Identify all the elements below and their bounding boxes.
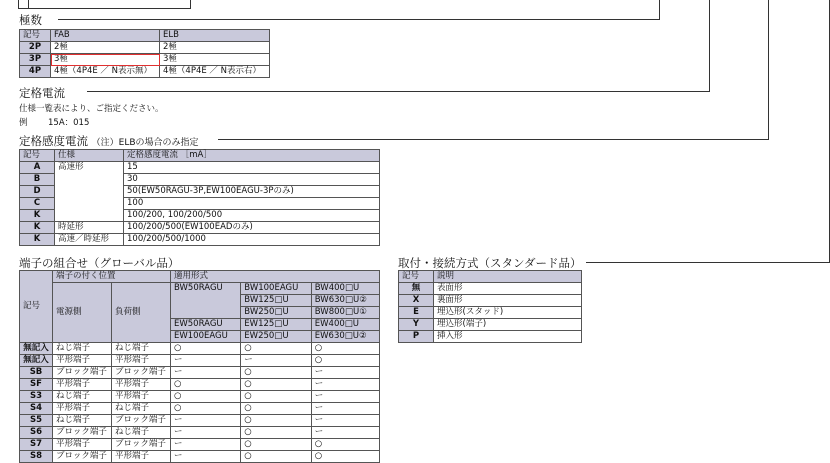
table-row [20, 343, 380, 355]
elb-cell: 2極 [160, 42, 270, 54]
desc-cell: 埋込形(スタッド) [434, 307, 582, 319]
header-cell: FAB [51, 30, 160, 42]
mark-cell: ー [311, 379, 379, 391]
power-cell: ブロック端子 [53, 451, 112, 463]
header-cell: 記号 [20, 150, 55, 162]
table-row [399, 331, 582, 343]
table-row [20, 403, 380, 415]
mark-cell: ○ [171, 403, 241, 415]
mark-cell: ○ [241, 427, 311, 439]
code-cell: SF [20, 379, 53, 391]
table-row [399, 295, 582, 307]
power-cell: 平形端子 [53, 355, 112, 367]
code-cell: E [399, 307, 434, 319]
rated-current-example-label: 例 [19, 118, 28, 128]
code-cell: 無記入 [20, 343, 53, 355]
table-row [20, 451, 380, 463]
header-cell: 定格感度電流 ［mA］ [124, 150, 380, 162]
code-cell: S8 [20, 451, 53, 463]
mark-cell: ○ [241, 343, 311, 355]
load-cell: ねじ端子 [112, 343, 171, 355]
load-cell: ねじ端子 [112, 403, 171, 415]
table-row [20, 439, 380, 451]
load-cell: ねじ端子 [112, 427, 171, 439]
model-cell: EW50RAGU [171, 319, 241, 331]
code-cell: 2P [20, 42, 51, 54]
mark-cell: ○ [311, 439, 379, 451]
mark-cell: ー [311, 415, 379, 427]
mark-cell: ○ [241, 367, 311, 379]
code-cell: 無 [399, 283, 434, 295]
model-cell: BW125□U [241, 295, 311, 307]
code-cell: S5 [20, 415, 53, 427]
power-cell: ブロック端子 [53, 367, 112, 379]
mark-cell: ー [171, 451, 241, 463]
table-row [20, 415, 380, 427]
code-cell: 3P [20, 54, 51, 66]
sensitivity-table [19, 149, 380, 246]
model-cell: EW400□U [311, 319, 379, 331]
header-cell: 説明 [434, 271, 582, 283]
connector-line-3 [768, 0, 769, 140]
poles-table [19, 29, 270, 78]
spec-cell: 高速形 [55, 162, 124, 222]
sensitivity-title [19, 133, 199, 149]
mark-cell: ○ [241, 439, 311, 451]
table-row [20, 222, 380, 234]
mark-cell: ○ [311, 343, 379, 355]
mark-cell: ○ [241, 415, 311, 427]
table-row [399, 319, 582, 331]
mark-cell: ー [311, 367, 379, 379]
load-cell: 平形端子 [112, 391, 171, 403]
code-cell: C [20, 198, 55, 210]
code-cell: SB [20, 367, 53, 379]
table-header-row [20, 283, 380, 295]
code-cell: D [20, 186, 55, 198]
mark-cell: ○ [171, 379, 241, 391]
value-cell: 15 [124, 162, 380, 174]
table-row [20, 234, 380, 246]
connector-line-4-h [586, 262, 830, 263]
table-row [20, 162, 380, 174]
header-cell-code: 記号 [20, 271, 53, 343]
table-row [399, 283, 582, 295]
connector-line-3-h [218, 139, 769, 140]
power-cell: 平形端子 [53, 379, 112, 391]
table-header-row [399, 271, 582, 283]
desc-cell: 埋込形(端子) [434, 319, 582, 331]
code-cell: S6 [20, 427, 53, 439]
code-cell: K [20, 234, 55, 246]
mark-cell: ー [171, 415, 241, 427]
code-cell: S7 [20, 439, 53, 451]
mounting-title: 取付・接続方式（スタンダード品） [398, 256, 582, 270]
top-box-left-edge [18, 0, 19, 8]
header-cell-power: 電源側 [53, 283, 112, 343]
value-cell: 100/200, 100/200/500 [124, 210, 380, 222]
table-row [399, 307, 582, 319]
top-box-bottom-edge [18, 8, 191, 9]
mark-cell: ー [311, 403, 379, 415]
code-cell: Y [399, 319, 434, 331]
table-header-row [20, 150, 380, 162]
fab-cell: 4極（4P4E ／ N表示無） [51, 66, 160, 78]
header-cell: 記号 [399, 271, 434, 283]
power-cell: 平形端子 [53, 439, 112, 451]
rated-current-title: 定格電流 [19, 86, 65, 100]
table-row [20, 391, 380, 403]
load-cell: ブロック端子 [112, 439, 171, 451]
mark-cell: ○ [311, 451, 379, 463]
header-cell: 記号 [20, 30, 51, 42]
table-header-row [20, 271, 380, 283]
value-cell: 50(EW50RAGU-3P,EW100EAGU-3Pのみ) [124, 186, 380, 198]
load-cell: ブロック端子 [112, 367, 171, 379]
mark-cell: ○ [241, 391, 311, 403]
load-cell: 平形端子 [112, 355, 171, 367]
code-cell: 無記入 [20, 355, 53, 367]
code-cell: S3 [20, 391, 53, 403]
code-cell: K [20, 210, 55, 222]
power-cell: ねじ端子 [53, 391, 112, 403]
load-cell: 平形端子 [112, 451, 171, 463]
elb-cell: 3極 [160, 54, 270, 66]
mark-cell: ー [241, 355, 311, 367]
table-row [20, 66, 270, 78]
mark-cell: ー [171, 367, 241, 379]
model-cell: BW630□U② [311, 295, 379, 307]
model-cell: BW800□U① [311, 307, 379, 319]
desc-cell: 表面形 [434, 283, 582, 295]
top-box-divider [28, 0, 29, 8]
connector-line-1 [659, 0, 660, 20]
mark-cell: ○ [171, 343, 241, 355]
desc-cell: 裏面形 [434, 295, 582, 307]
spec-cell: 時延形 [55, 222, 124, 234]
mounting-table [398, 270, 582, 343]
terminal-table [19, 270, 380, 463]
header-cell-models: 適用形式 [171, 271, 380, 283]
mark-cell: ○ [311, 355, 379, 367]
value-cell: 100/200/500(EW100EADのみ) [124, 222, 380, 234]
mark-cell: ー [171, 355, 241, 367]
power-cell: ブロック端子 [53, 427, 112, 439]
elb-cell: 4極（4P4E ／ N表示右） [160, 66, 270, 78]
connector-line-1-h [58, 19, 660, 20]
power-cell: 平形端子 [53, 403, 112, 415]
code-cell: B [20, 174, 55, 186]
rated-current-example-value: 15A：015 [48, 118, 90, 128]
sensitivity-subtitle: （注）ELBの場合のみ指定 [91, 138, 199, 148]
connector-line-2-h [87, 91, 710, 92]
mark-cell: ○ [171, 391, 241, 403]
header-cell-load: 負荷側 [112, 283, 171, 343]
mark-cell: ー [171, 439, 241, 451]
code-cell: X [399, 295, 434, 307]
connector-line-2 [709, 0, 710, 92]
mark-cell: ○ [241, 451, 311, 463]
poles-title: 極数 [19, 13, 42, 27]
fab-cell-highlighted: 3極 [51, 54, 160, 66]
model-cell: EW630□U② [311, 331, 379, 343]
model-cell: BW100EAGU [241, 283, 311, 295]
code-cell: 4P [20, 66, 51, 78]
mark-cell: ー [171, 427, 241, 439]
header-cell-position: 端子の付く位置 [53, 271, 171, 283]
model-cell: BW400□U [311, 283, 379, 295]
table-header-row [20, 30, 270, 42]
load-cell: 平形端子 [112, 379, 171, 391]
table-row [20, 367, 380, 379]
terminal-title: 端子の組合せ（グローバル品） [19, 256, 180, 270]
sensitivity-title-main: 定格感度電流 [19, 134, 88, 148]
mark-cell: ○ [241, 379, 311, 391]
table-row [20, 42, 270, 54]
top-box-right-edge [190, 0, 191, 8]
table-row [20, 355, 380, 367]
value-cell: 100 [124, 198, 380, 210]
model-cell: EW250□U [241, 331, 311, 343]
spec-cell: 高速／時延形 [55, 234, 124, 246]
desc-cell: 挿入形 [434, 331, 582, 343]
model-cell: EW100EAGU [171, 331, 241, 343]
code-cell: A [20, 162, 55, 174]
model-cell: EW125□U [241, 319, 311, 331]
model-cell: BW50RAGU [171, 283, 241, 319]
value-cell: 30 [124, 174, 380, 186]
mark-cell: ○ [241, 403, 311, 415]
header-cell: 仕様 [55, 150, 124, 162]
load-cell: ブロック端子 [112, 415, 171, 427]
code-cell: P [399, 331, 434, 343]
mark-cell: ー [311, 427, 379, 439]
model-cell: BW250□U [241, 307, 311, 319]
table-row [20, 427, 380, 439]
value-cell: 100/200/500/1000 [124, 234, 380, 246]
power-cell: ねじ端子 [53, 415, 112, 427]
fab-cell: 2極 [51, 42, 160, 54]
power-cell: ねじ端子 [53, 343, 112, 355]
table-row [20, 379, 380, 391]
code-cell: S4 [20, 403, 53, 415]
rated-current-note: 仕様一覧表により、ご指定ください。 [19, 104, 164, 114]
code-cell: K [20, 222, 55, 234]
header-cell: ELB [160, 30, 270, 42]
table-row [20, 54, 270, 66]
mark-cell: ー [311, 391, 379, 403]
